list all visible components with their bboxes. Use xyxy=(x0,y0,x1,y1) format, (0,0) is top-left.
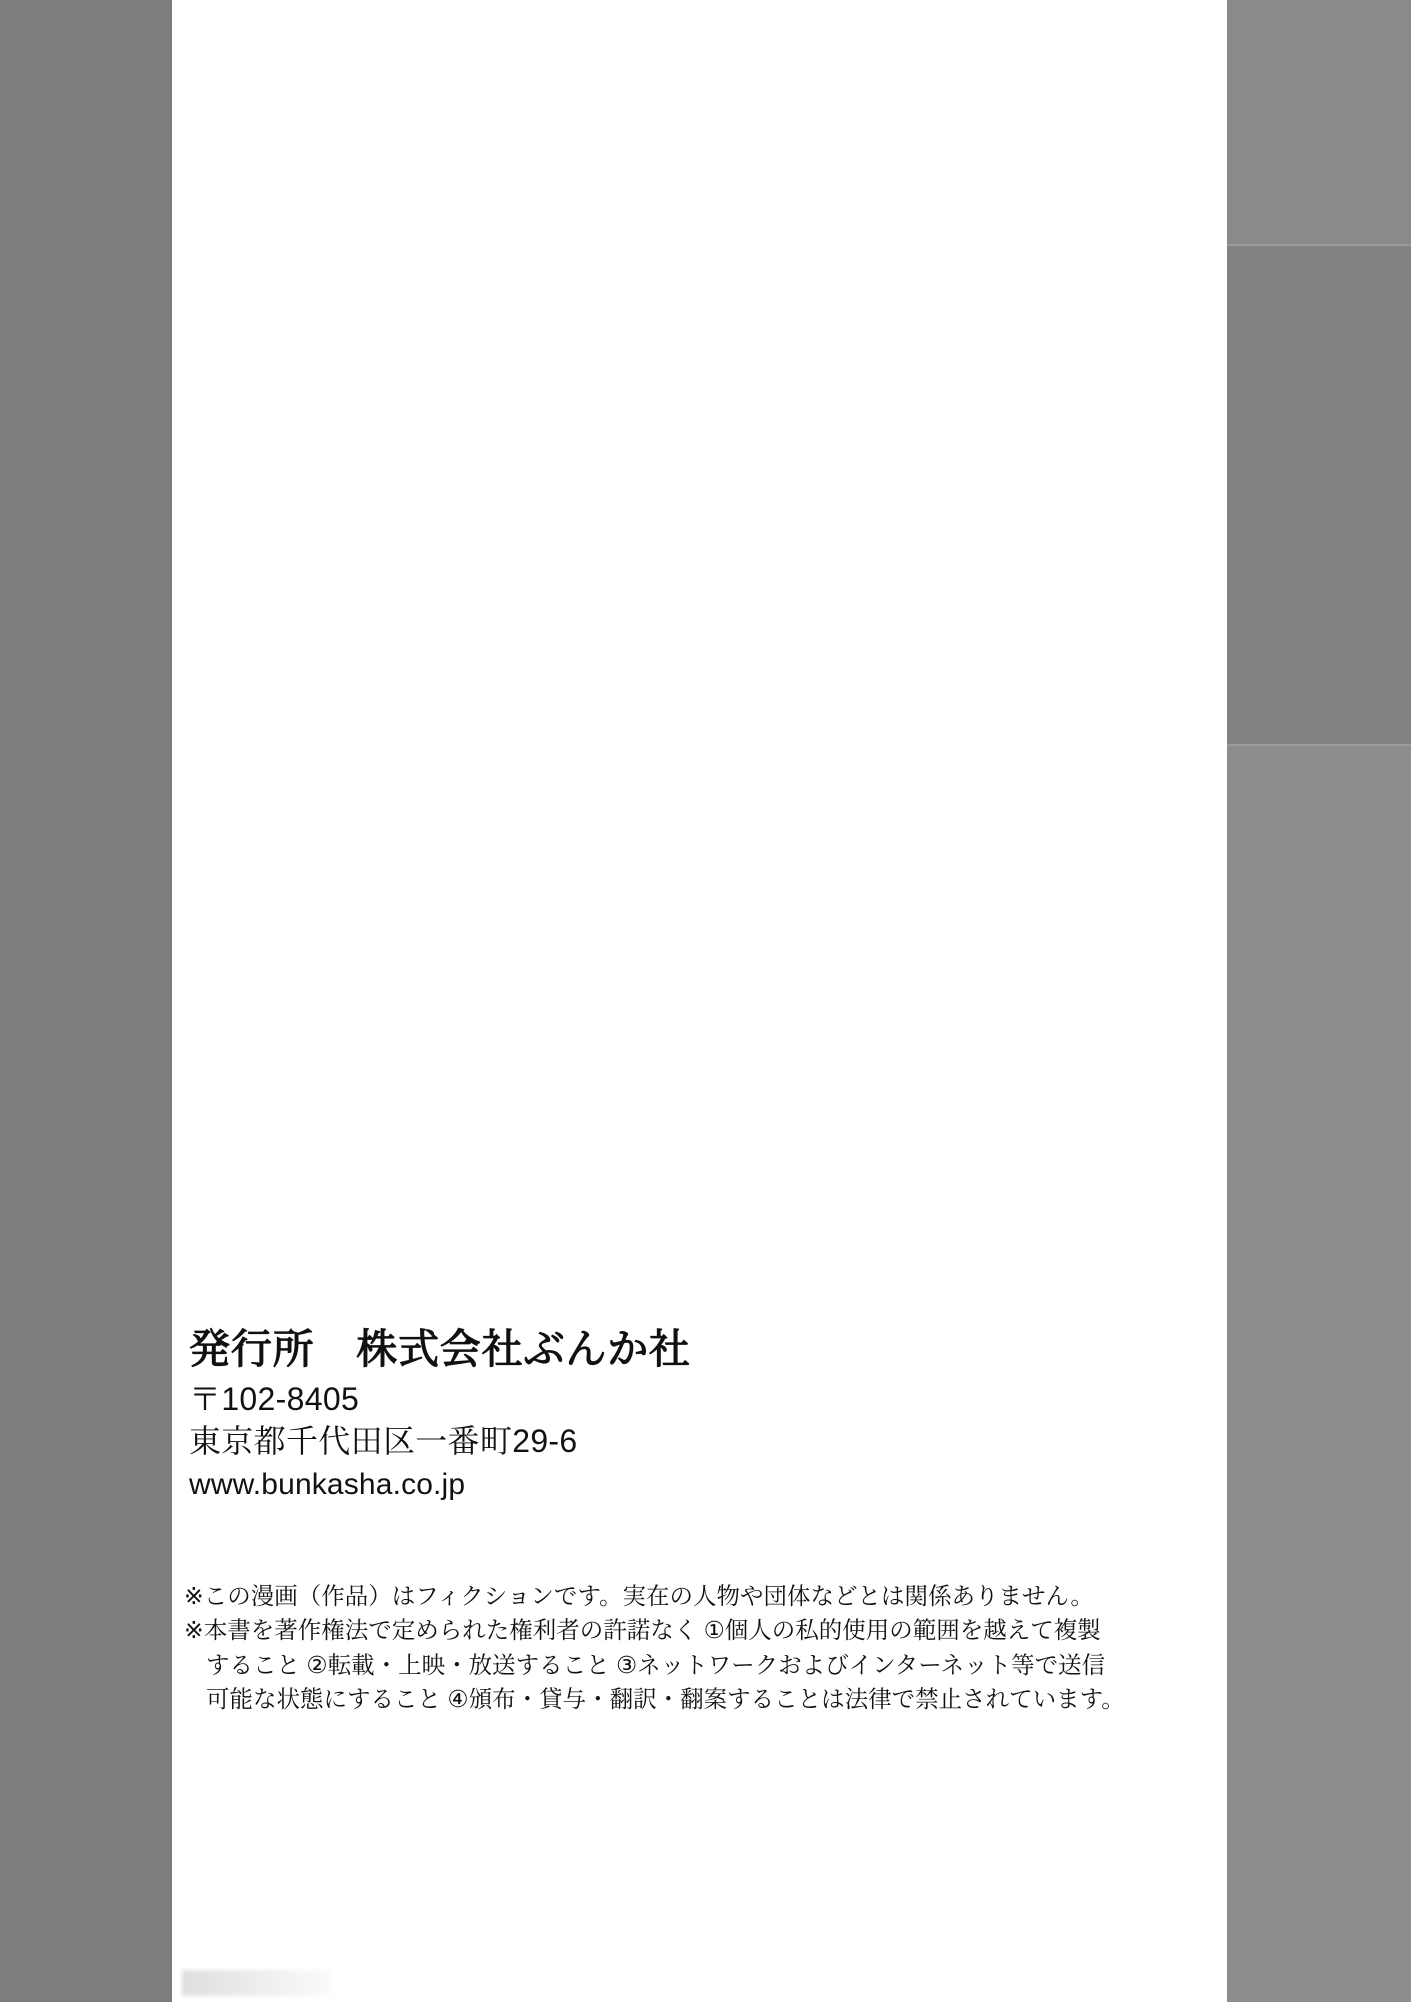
publisher-line: 発行所 株式会社ぶんか社 xyxy=(189,1326,691,1372)
scan-seam-upper xyxy=(1226,244,1411,246)
scan-background-left-margin xyxy=(0,0,172,2002)
scan-seam-lower xyxy=(1226,744,1411,746)
copyright-notice-line-1: ※本書を著作権法で定められた権利者の許諾なく ①個人の私的使用の範囲を越えて複製 xyxy=(184,1617,1101,1644)
address-line: 東京都千代田区一番町29-6 xyxy=(189,1422,578,1459)
copyright-notice-line-2: すること ②転載・上映・放送すること ③ネットワークおよびインターネット等で送信 xyxy=(206,1651,1106,1678)
fiction-disclaimer: ※この漫画（作品）はフィクションです。実在の人物や団体などとは関係ありません。 xyxy=(184,1583,1094,1609)
book-page xyxy=(172,0,1227,2002)
copyright-notice-line-3: 可能な状態にすること ④頒布・貸与・翻訳・翻案することは法律で禁止されています。 xyxy=(206,1686,1125,1713)
postal-code: 〒102-8405 xyxy=(189,1381,360,1418)
scan-background-right-middle xyxy=(1226,245,1411,745)
scan-artifact xyxy=(182,1970,332,1996)
publisher-website: www.bunkasha.co.jp xyxy=(189,1467,466,1501)
colophon-block xyxy=(189,1325,1199,1505)
scan-background-right-top xyxy=(1226,0,1411,245)
scan-background-right-lower xyxy=(1226,745,1411,2002)
legal-notices-block xyxy=(184,1580,1204,1717)
